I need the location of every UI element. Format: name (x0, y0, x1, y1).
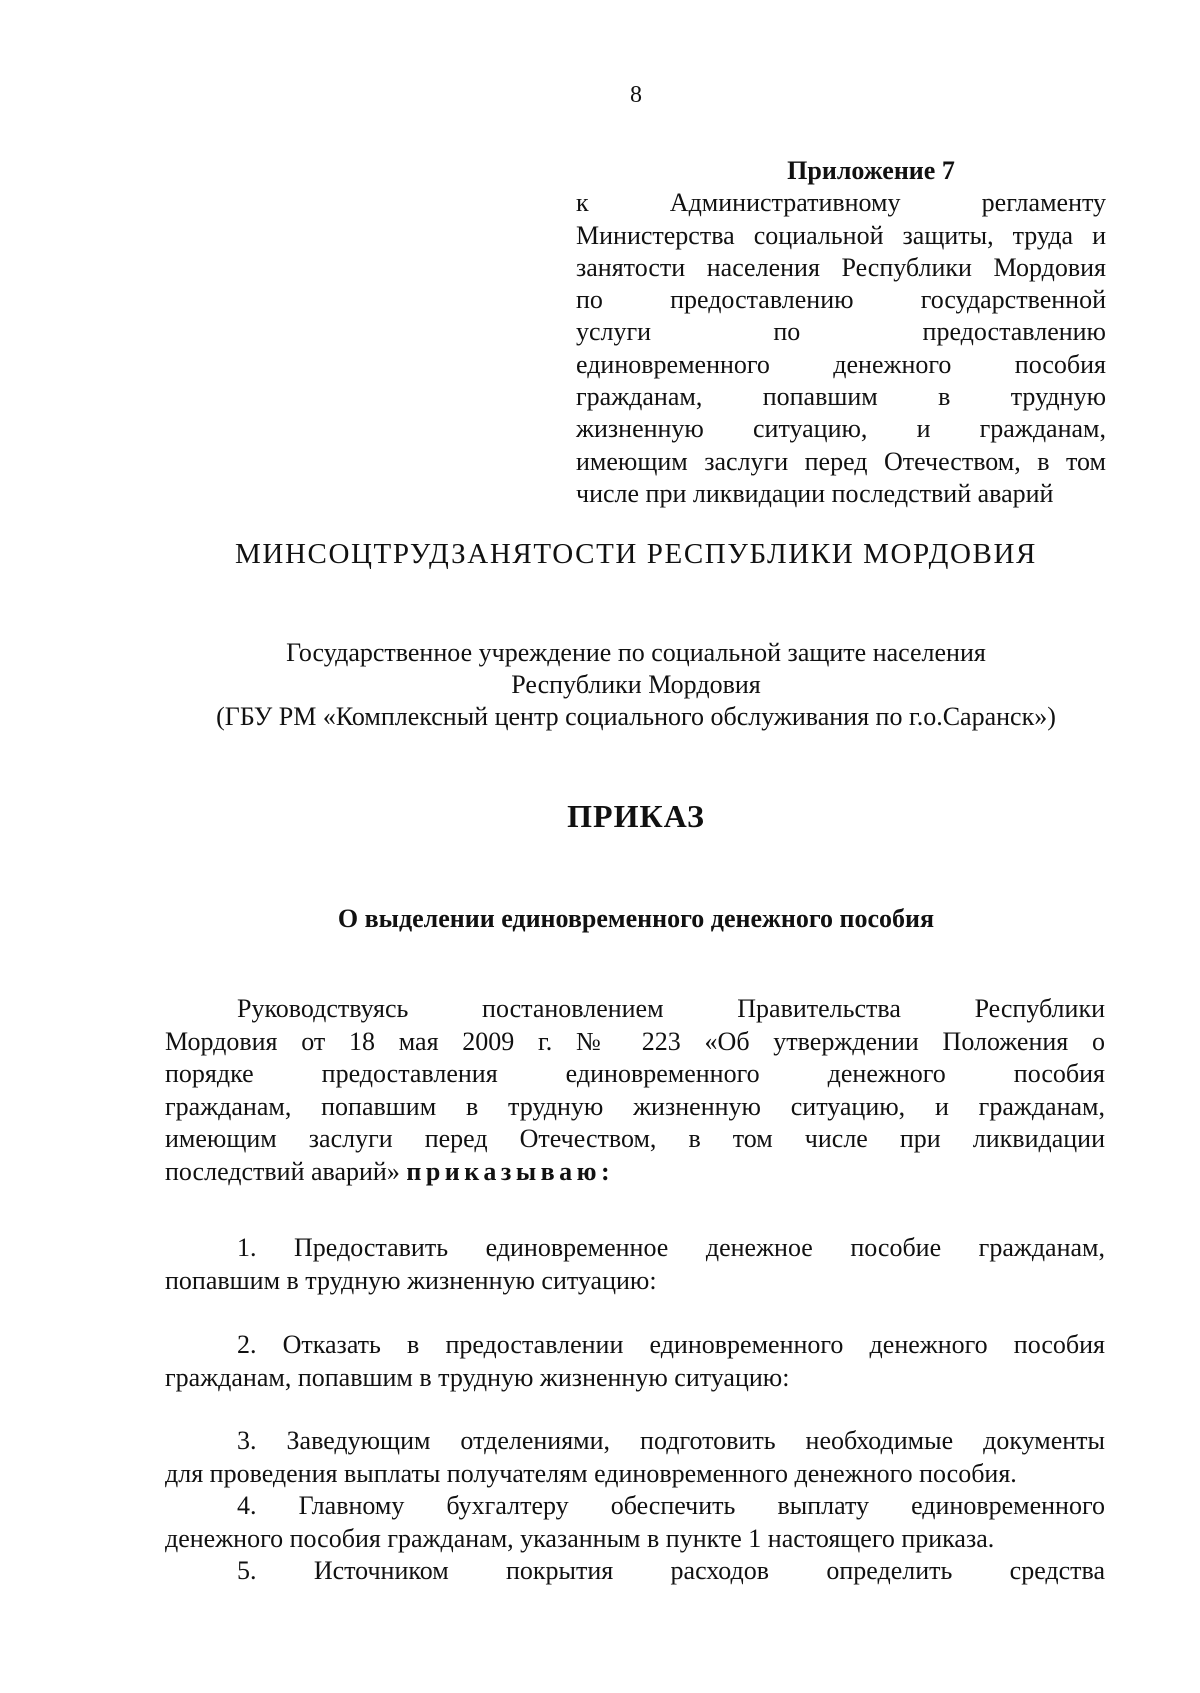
order-title: ПРИКАЗ (567, 798, 705, 834)
paragraph-line: попавшим в трудную жизненную ситуацию: (165, 1265, 657, 1295)
appendix-line: по предоставлению государственной (576, 285, 1106, 315)
appendix-line: имеющим заслуги перед Отечеством, в том (576, 446, 1106, 476)
paragraph-line: имеющим заслуги перед Отечеством, в том числе при ликвидации (165, 1124, 1105, 1154)
intro-paragraph (165, 993, 1105, 1189)
paragraph-line: гражданам, попавшим в трудную жизненную ситуацию: (165, 1362, 790, 1392)
paragraph-line: 1. Предоставить единовременное денежное пособие гражданам, (237, 1233, 1105, 1262)
paragraph-line-text: последствий аварий» (165, 1156, 400, 1186)
appendix-line: к Административному регламенту (576, 188, 1106, 218)
item-1-paragraph (165, 1232, 1105, 1297)
appendix-block (576, 155, 1106, 510)
appendix-line: единовременного денежного пособия (576, 349, 1106, 379)
order-directive: приказываю: (406, 1156, 615, 1186)
paragraph-line: денежного пособия гражданам, указанным в пункте 1 настоящего приказа. (165, 1523, 995, 1553)
institution-name: Государственное учреждение по социальной защите населения (286, 638, 986, 667)
paragraph-line: 4. Главному бухгалтеру обеспечить выплату единовременного (237, 1491, 1105, 1521)
appendix-line: числе при ликвидации последствий аварий (576, 478, 1054, 508)
paragraph-line: Мордовия от 18 мая 2009 г. № 223 «Об утверждении Положения о (165, 1026, 1105, 1056)
institution-short-name: (ГБУ РМ «Комплексный центр социального обслуживания по г.о.Саранск») (216, 702, 1056, 731)
paragraph-line: гражданам, попавшим в трудную жизненную ситуацию, и гражданам, (165, 1091, 1105, 1121)
page-number: 8 (630, 82, 642, 108)
paragraph-last-line (165, 1156, 1105, 1189)
paragraph-line: 5. Источником покрытия расходов определить средства (237, 1556, 1105, 1586)
institution-region: Республики Мордовия (511, 670, 761, 699)
appendix-line: гражданам, попавшим в трудную (576, 382, 1106, 412)
institution-block (150, 637, 1122, 733)
paragraph-line: для проведения выплаты получателям единовременного денежного пособия. (165, 1458, 1017, 1488)
ministry-heading: МИНСОЦТРУДЗАНЯТОСТИ РЕСПУБЛИКИ МОРДОВИЯ (235, 538, 1037, 570)
paragraph-line: порядке предоставления единовременного денежного пособия (165, 1059, 1105, 1089)
paragraph-line: 2. Отказать в предоставлении единовременного денежного пособия (237, 1330, 1105, 1359)
appendix-title: Приложение 7 (787, 156, 955, 185)
item-2-paragraph (165, 1329, 1105, 1394)
appendix-line: занятости населения Республики Мордовия (576, 252, 1106, 282)
items-3-5-block (165, 1425, 1105, 1588)
order-subject: О выделении единовременного денежного пособия (337, 904, 935, 933)
appendix-line: Министерства социальной защиты, труда и (576, 220, 1106, 250)
paragraph-line: Руководствуясь постановлением Правительства Республики (237, 994, 1105, 1023)
appendix-line: жизненную ситуацию, и гражданам, (576, 414, 1106, 444)
paragraph-line: 3. Заведующим отделениями, подготовить необходимые документы (237, 1426, 1105, 1455)
appendix-line: услуги по предоставлению (576, 317, 1106, 347)
